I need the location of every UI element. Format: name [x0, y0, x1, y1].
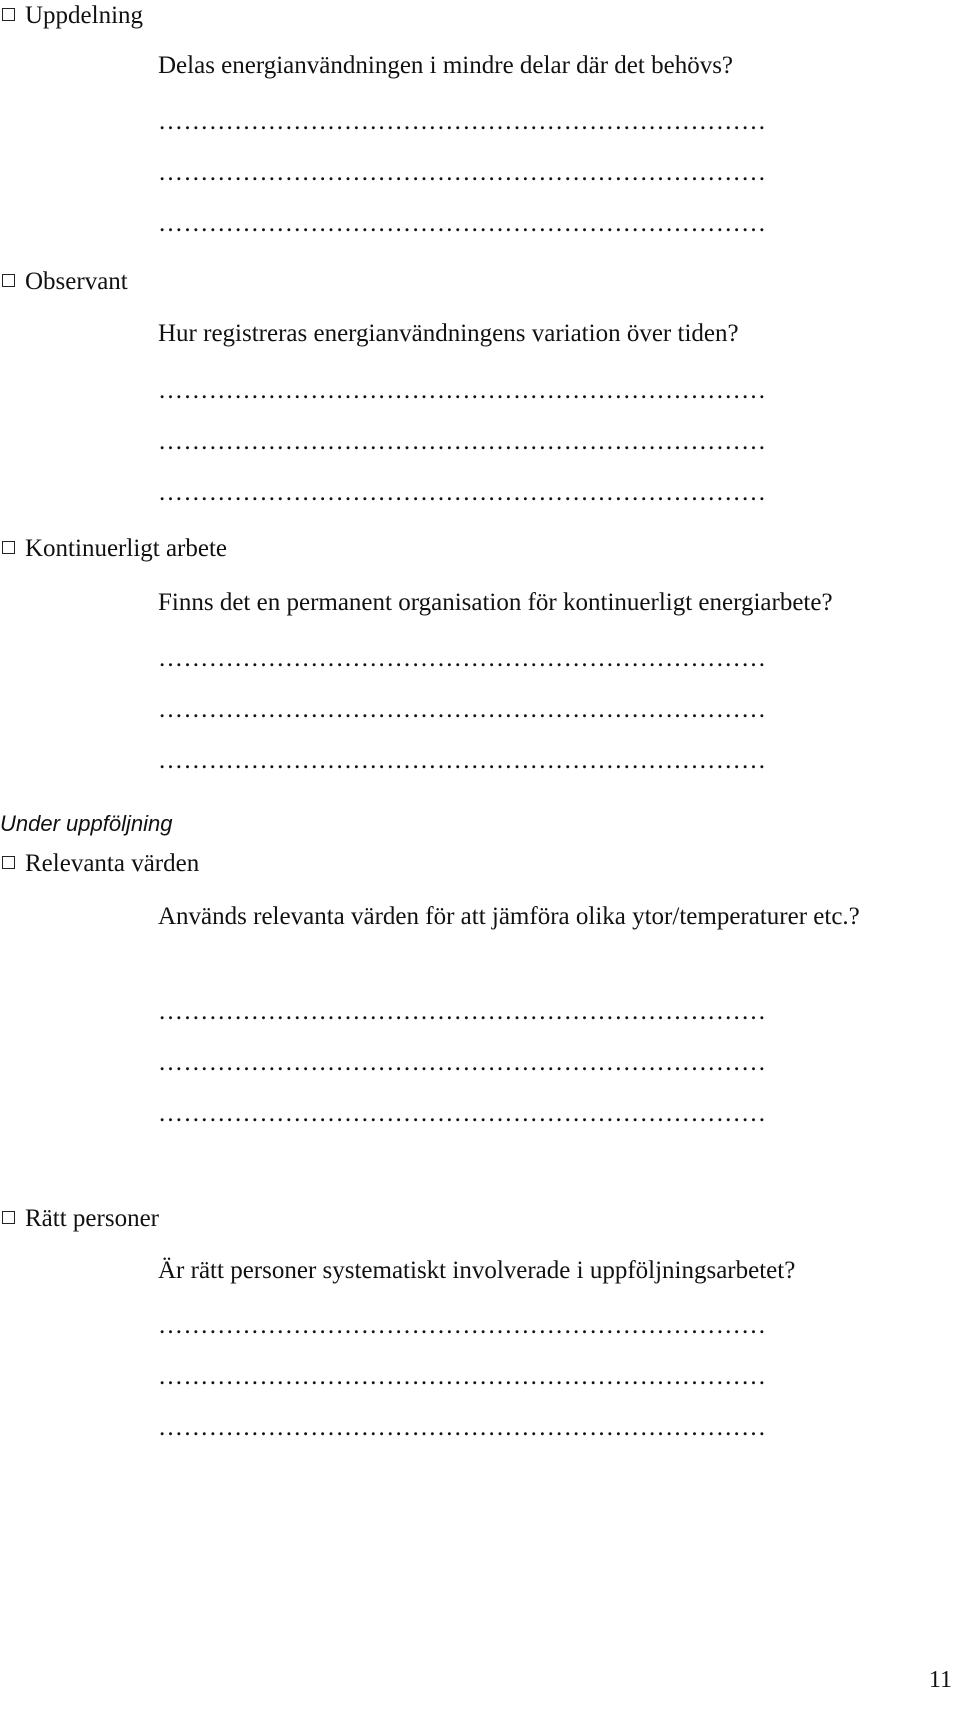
checkbox-square-icon[interactable] — [2, 1211, 15, 1224]
checkbox-label: Kontinuerligt arbete — [25, 535, 228, 562]
checkbox-square-icon[interactable] — [2, 274, 15, 287]
answer-line: ……………………………………………………………… — [158, 159, 767, 186]
answer-line: ……………………………………………………………… — [158, 108, 767, 135]
answer-line: ……………………………………………………………… — [158, 210, 767, 237]
answer-line: ……………………………………………………………… — [158, 377, 767, 404]
question-text: Används relevanta värden för att jämföra olika ytor/temperaturer etc.? — [158, 903, 860, 930]
checkbox-item-observant[interactable] — [0, 266, 128, 298]
answer-line: ……………………………………………………………… — [158, 998, 767, 1025]
answer-line: ……………………………………………………………… — [158, 1414, 767, 1441]
answer-line: ……………………………………………………………… — [158, 479, 767, 506]
question-text: Finns det en permanent organisation för kontinuerligt energiarbete? — [158, 589, 833, 616]
checkbox-label: Uppdelning — [25, 2, 144, 29]
answer-line: ……………………………………………………………… — [158, 645, 767, 672]
page-number: 11 — [928, 1667, 952, 1693]
checkbox-item-relevanta-varden[interactable] — [0, 848, 199, 880]
checkbox-label: Relevanta värden — [25, 850, 200, 877]
checkbox-item-ratt-personer[interactable] — [0, 1203, 159, 1235]
answer-line: ……………………………………………………………… — [158, 1100, 767, 1127]
checkbox-square-icon[interactable] — [2, 8, 15, 21]
answer-line: ……………………………………………………………… — [158, 1312, 767, 1339]
checkbox-square-icon[interactable] — [2, 541, 15, 554]
section-heading: Under uppföljning — [0, 811, 173, 836]
checkbox-label: Observant — [25, 268, 128, 295]
answer-line: ……………………………………………………………… — [158, 1363, 767, 1390]
question-text: Hur registreras energianvändningens variation över tiden? — [158, 320, 739, 347]
answer-line: ……………………………………………………………… — [158, 428, 767, 455]
checkbox-item-uppdelning[interactable] — [0, 0, 143, 32]
question-text: Delas energianvändningen i mindre delar där det behövs? — [158, 52, 734, 79]
question-text: Är rätt personer systematiskt involverade i uppföljningsarbetet? — [158, 1257, 796, 1284]
checkbox-label: Rätt personer — [25, 1205, 159, 1232]
answer-line: ……………………………………………………………… — [158, 747, 767, 774]
checkbox-item-kontinuerligt-arbete[interactable] — [0, 533, 227, 565]
answer-line: ……………………………………………………………… — [158, 1049, 767, 1076]
answer-line: ……………………………………………………………… — [158, 696, 767, 723]
checkbox-square-icon[interactable] — [2, 856, 15, 869]
